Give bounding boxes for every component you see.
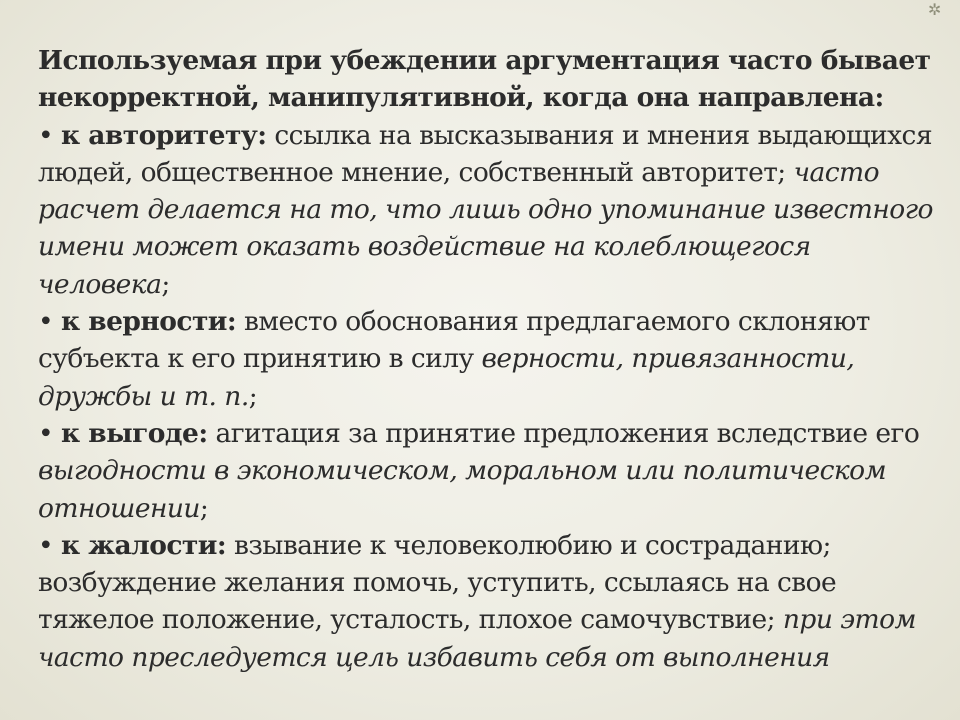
bullet-tail: ; <box>248 380 258 412</box>
bullet-tail: ; <box>161 268 170 300</box>
bullet-italic-text: при этом часто преследуется цель избавить себя от выполнения <box>38 604 916 673</box>
bullet-italic-text: выгодности в экономическом, моральном или политическом отношении <box>38 455 886 524</box>
bullet-marker: • <box>38 119 54 151</box>
bullet-marker: • <box>38 529 54 561</box>
bullet-term: к жалости: <box>60 529 227 561</box>
bullet-italic-text: часто расчет делается на то, что лишь одно упоминание известного имени может оказать воздействие на колеблющегося человека <box>38 156 933 300</box>
bullet-term: к верности: <box>60 306 237 338</box>
bullet-pity <box>38 530 916 673</box>
slide-body <box>38 42 933 676</box>
bullet-marker: • <box>38 417 54 449</box>
bullet-marker: • <box>38 306 54 338</box>
bullet-authority <box>38 120 933 300</box>
star-burst-icon: ✲ <box>928 0 942 19</box>
bullet-text: агитация за принятие предложения вследствие его <box>215 417 920 449</box>
bullet-text: ссылка на высказывания и мнения выдающихся людей, общественное мнение, собственный авторитет; <box>38 119 933 188</box>
bullet-term: к авторитету: <box>60 119 267 151</box>
bullet-italic-text: верности, привязанности, дружбы и т. п. <box>38 343 855 412</box>
bullet-tail: ; <box>199 492 209 524</box>
bullet-term: к выгоде: <box>60 417 208 449</box>
bullet-benefit <box>38 418 919 524</box>
intro-text: Используемая при убеждении аргументация часто бывает некорректной, манипулятивной, когда она направлена: <box>38 45 931 114</box>
bullet-loyalty <box>38 306 870 412</box>
bullet-text: взывание к человеколюбию и состраданию; возбуждение желания помочь, уступить, ссылаясь на свое тяжелое положение, усталость, плохое самочувствие; <box>38 529 837 636</box>
bullet-text: вместо обоснования предлагаемого склоняют субъекта к его принятию в силу <box>38 306 870 375</box>
